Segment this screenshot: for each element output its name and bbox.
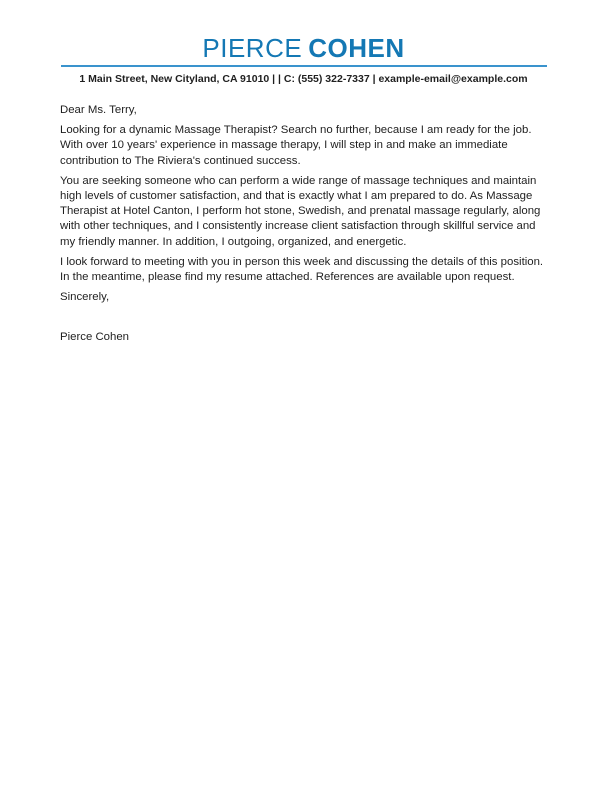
name-first: PIERCE: [202, 33, 303, 63]
header-divider-rule: [61, 65, 547, 67]
page-title: [0, 0, 607, 62]
contact-info-line: 1 Main Street, New Cityland, CA 91010 | | C: (555) 322-7337 | example-email@example.com: [79, 73, 528, 85]
signature-name: Pierce Cohen: [60, 331, 130, 344]
salutation: Dear Ms. Terry,: [60, 104, 137, 116]
letter-paragraph: I look forward to meeting with you in person this week and discussing the details of this position. In the meantime, please find my resume attached. References are available upon request.: [60, 255, 544, 284]
closing-line: Sincerely,: [60, 291, 110, 304]
letter-body: [0, 103, 607, 346]
letter-paragraph: You are seeking someone who can perform a wide range of massage techniques and maintain high levels of customer satisfaction, and that is exactly what I am prepared to do. As Massage Therapist at Hotel Canton, I perform hot stone, Swedish, and prenatal massage regularly, along with other techniques, and I consistently increase client satisfaction through skillful service and my friendly manner. In addition, I outgoing, organized, and energetic.: [60, 174, 541, 248]
name-last: COHEN: [308, 33, 405, 63]
letter-paragraph: Looking for a dynamic Massage Therapist? Search no further, because I am ready for the job. With over 10 years' experience in massage therapy, I will step in and make an immediate contribution to The Riviera's continued success.: [60, 124, 532, 167]
